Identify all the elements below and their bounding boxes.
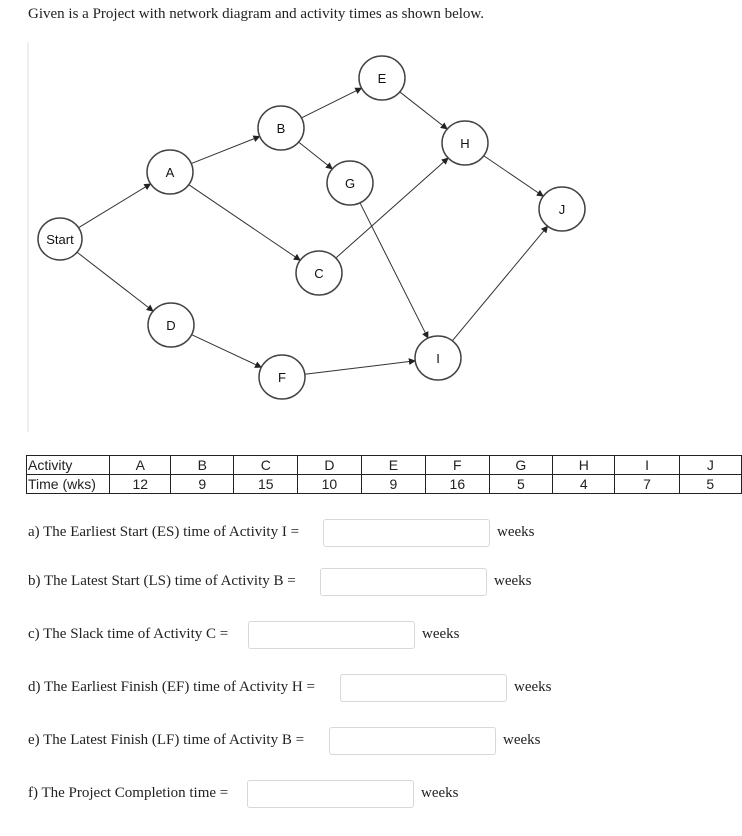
edge-h-j [484, 156, 544, 196]
answer-b-input[interactable] [320, 568, 487, 596]
edge-start-a [79, 184, 151, 228]
node-j [539, 187, 585, 231]
question-f: f) The Project Completion time = [28, 785, 229, 801]
unit-d: weeks [514, 679, 552, 695]
edge-a-c [189, 185, 300, 261]
node-c [296, 251, 342, 295]
time-cell: 4 [553, 475, 615, 494]
activity-cell: F [426, 456, 490, 475]
activity-header: Activity [27, 456, 110, 475]
activity-cell: G [489, 456, 552, 475]
answer-e-input[interactable] [329, 727, 496, 755]
activity-cell: B [171, 456, 234, 475]
node-start [38, 218, 82, 260]
edge-start-d [77, 252, 153, 311]
activity-table [26, 455, 742, 494]
node-label-j: J [558, 202, 566, 217]
time-header: Time (wks) [27, 475, 110, 494]
time-cell: 9 [361, 475, 425, 494]
time-cell: 7 [615, 475, 679, 494]
activity-cell: A [110, 456, 171, 475]
time-cell: 5 [679, 475, 741, 494]
node-b [258, 106, 304, 150]
question-c: c) The Slack time of Activity C = [28, 626, 229, 642]
diagram-nodes [38, 56, 585, 399]
intro-text: Given is a Project with network diagram and activity times as shown below. [28, 6, 485, 22]
node-label-b: B [276, 121, 286, 136]
edge-d-f [192, 335, 262, 368]
activity-cell: J [679, 456, 741, 475]
answer-a-input[interactable] [323, 519, 490, 547]
unit-a: weeks [497, 524, 535, 540]
edge-f-i [305, 361, 415, 374]
question-b: b) The Latest Start (LS) time of Activity B = [28, 573, 296, 589]
node-label-e: E [377, 71, 387, 86]
unit-e: weeks [503, 732, 541, 748]
edge-b-e [301, 88, 361, 118]
node-label-i: I [436, 351, 440, 366]
activity-cell: D [298, 456, 362, 475]
unit-b: weeks [494, 573, 532, 589]
node-e [359, 56, 405, 100]
answer-c-input[interactable] [248, 621, 415, 649]
question-a: a) The Earliest Start (ES) time of Activity I = [28, 524, 300, 540]
time-cell: 15 [234, 475, 298, 494]
unit-c: weeks [422, 626, 460, 642]
activity-row [27, 456, 742, 475]
node-label-start: Start [46, 232, 74, 247]
time-cell: 9 [171, 475, 234, 494]
activity-cell: E [361, 456, 425, 475]
node-label-g: G [344, 176, 356, 191]
question-d: d) The Earliest Finish (EF) time of Activity H = [28, 679, 315, 695]
node-label-d: D [166, 318, 176, 333]
time-cell: 16 [426, 475, 490, 494]
node-label-c: C [314, 266, 324, 281]
time-cell: 12 [110, 475, 171, 494]
edge-a-b [191, 136, 260, 163]
node-label-h: H [460, 136, 470, 151]
node-g [327, 161, 373, 205]
node-i [415, 336, 461, 380]
answer-d-input[interactable] [340, 674, 507, 702]
node-d [148, 303, 194, 347]
edge-g-i [360, 203, 428, 338]
edge-i-j [452, 226, 547, 341]
time-cell: 10 [298, 475, 362, 494]
node-h [442, 121, 488, 165]
activity-cell: H [553, 456, 615, 475]
edge-e-h [400, 92, 447, 129]
edge-b-g [299, 142, 333, 169]
node-label-f: F [278, 370, 286, 385]
node-label-a: A [165, 165, 175, 180]
activity-cell: C [234, 456, 298, 475]
node-a [147, 150, 193, 194]
unit-f: weeks [421, 785, 459, 801]
time-cell: 5 [489, 475, 552, 494]
question-e: e) The Latest Finish (LF) time of Activity B = [28, 732, 305, 748]
activity-cell: I [615, 456, 679, 475]
answer-f-input[interactable] [247, 780, 414, 808]
time-row [27, 475, 742, 494]
node-f [259, 355, 305, 399]
